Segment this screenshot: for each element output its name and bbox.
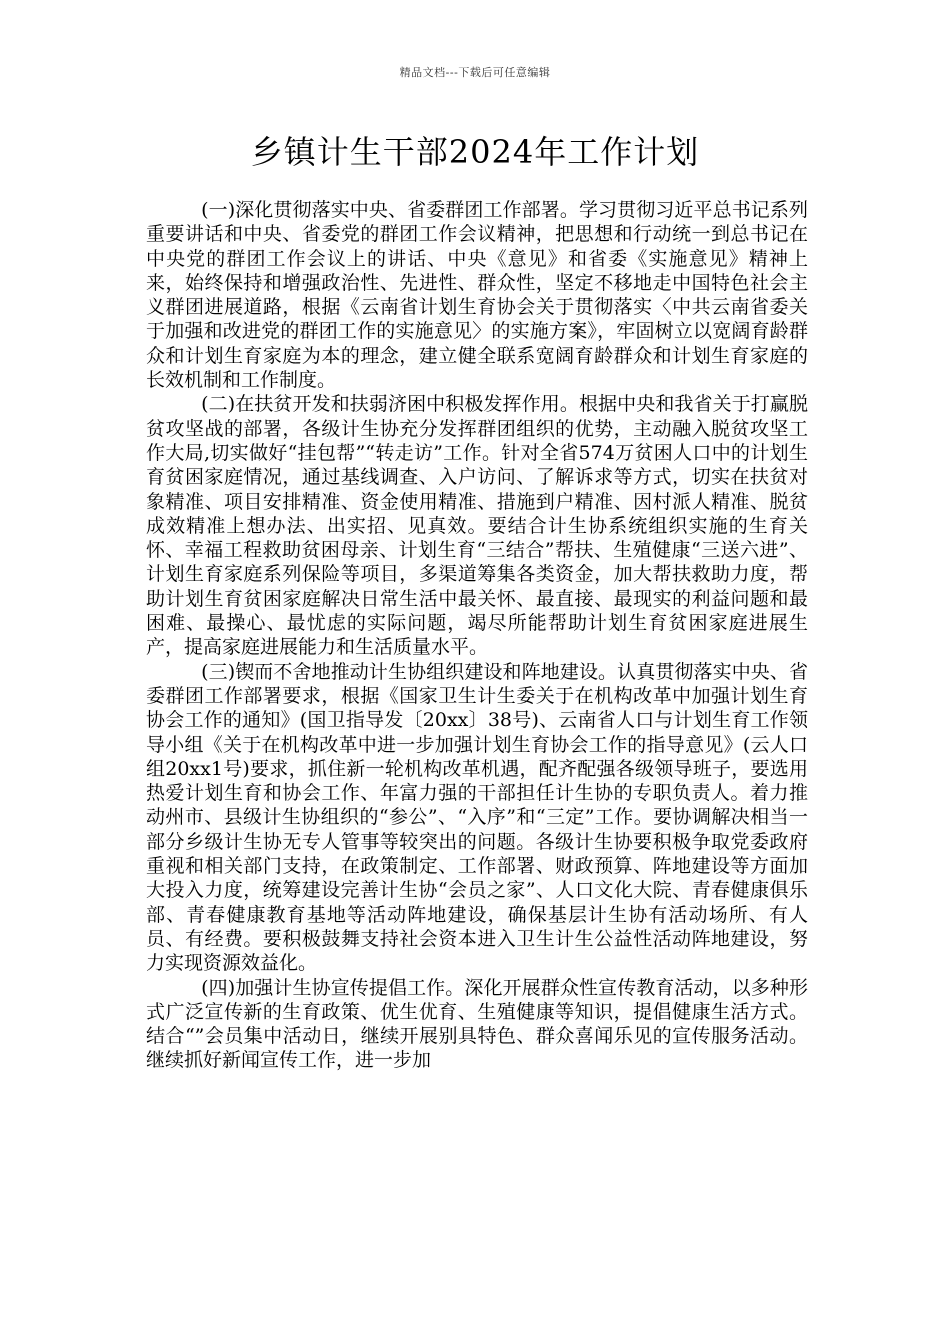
- document-title: 乡镇计生干部2024年工作计划: [250, 133, 700, 171]
- paragraph-2: (二)在扶贫开发和扶弱济困中积极发挥作用。根据中央和我省关于打赢脱贫攻坚战的部署，各级计生协充分发挥群团组织的优势，主动融入脱贫攻坚工作大局,切实做好“挂包帮”“转走访”工作。针对全省574万贫困人口中的计划生育贫困家庭情况，通过基线调查、入户访问、了解诉求等方式，切实在扶贫对象精准、项目安排精准、资金使用精准、措施到户精准、因村派人精准、脱贫成效精准上想办法、出实招、见真效。要结合计生协系统组织实施的生育关怀、幸福工程救助贫困母亲、计划生育“三结合”帮扶、生殖健康“三送六进”、计划生育家庭系列保险等项目，多渠道筹集各类资金，加大帮扶救助力度，帮助计划生育贫困家庭解决日常生活中最关怀、最直接、最现实的利益问题和最困难、最操心、最忧虑的实际问题，竭尽所能帮助计划生育贫困家庭进展生产，提高家庭进展能力和生活质量水平。: [146, 393, 808, 659]
- header-note: 精品文档---下载后可任意编辑: [399, 66, 551, 79]
- paragraph-4: (四)加强计生协宣传提倡工作。深化开展群众性宣传教育活动，以多种形式广泛宣传新的生育政策、优生优育、生殖健康等知识，提倡健康生活方式。结合“”会员集中活动日，继续开展别具特色、群众喜闻乐见的宣传服务活动。继续抓好新闻宣传工作，进一步加: [146, 976, 808, 1072]
- document-body: [146, 198, 808, 1073]
- paragraph-3: (三)锲而不舍地推动计生协组织建设和阵地建设。认真贯彻落实中央、省委群团工作部署要求，根据《国家卫生计生委关于在机构改革中加强计划生育协会工作的通知》(国卫指导发〔20xx〕38号)、云南省人口与计划生育工作领导小组《关于在机构改革中进一步加强计划生育协会工作的指导意见》(云人口组20xx1号)要求，抓住新一轮机构改革机遇，配齐配强各级领导班子，要选用热爱计划生育和协会工作、年富力强的干部担任计生协的专职负责人。着力推动州市、县级计生协组织的“参公”、“入序”和“三定”工作。要协调解决相当一部分乡级计生协无专人管事等较突出的问题。各级计生协要积极争取党委政府重视和相关部门支持，在政策制定、工作部署、财政预算、阵地建设等方面加大投入力度，统筹建设完善计生协“会员之家”、人口文化大院、青春健康俱乐部、青春健康教育基地等活动阵地建设，确保基层计生协有活动场所、有人员、有经费。要积极鼓舞支持社会资本进入卫生计生公益性活动阵地建设，努力实现资源效益化。: [146, 660, 808, 975]
- paragraph-1: (一)深化贯彻落实中央、省委群团工作部署。学习贯彻习近平总书记系列重要讲话和中央、省委党的群团工作会议精神，把思想和行动统一到总书记在中央党的群团工作会议上的讲话、中央《意见》和省委《实施意见》精神上来，始终保持和增强政治性、先进性、群众性，坚定不移地走中国特色社会主义群团进展道路，根据《云南省计划生育协会关于贯彻落实〈中共云南省委关于加强和改进党的群团工作的实施意见〉的实施方案》，牢固树立以宽阔育龄群众和计划生育家庭为本的理念，建立健全联系宽阔育龄群众和计划生育家庭的长效机制和工作制度。: [146, 199, 808, 392]
